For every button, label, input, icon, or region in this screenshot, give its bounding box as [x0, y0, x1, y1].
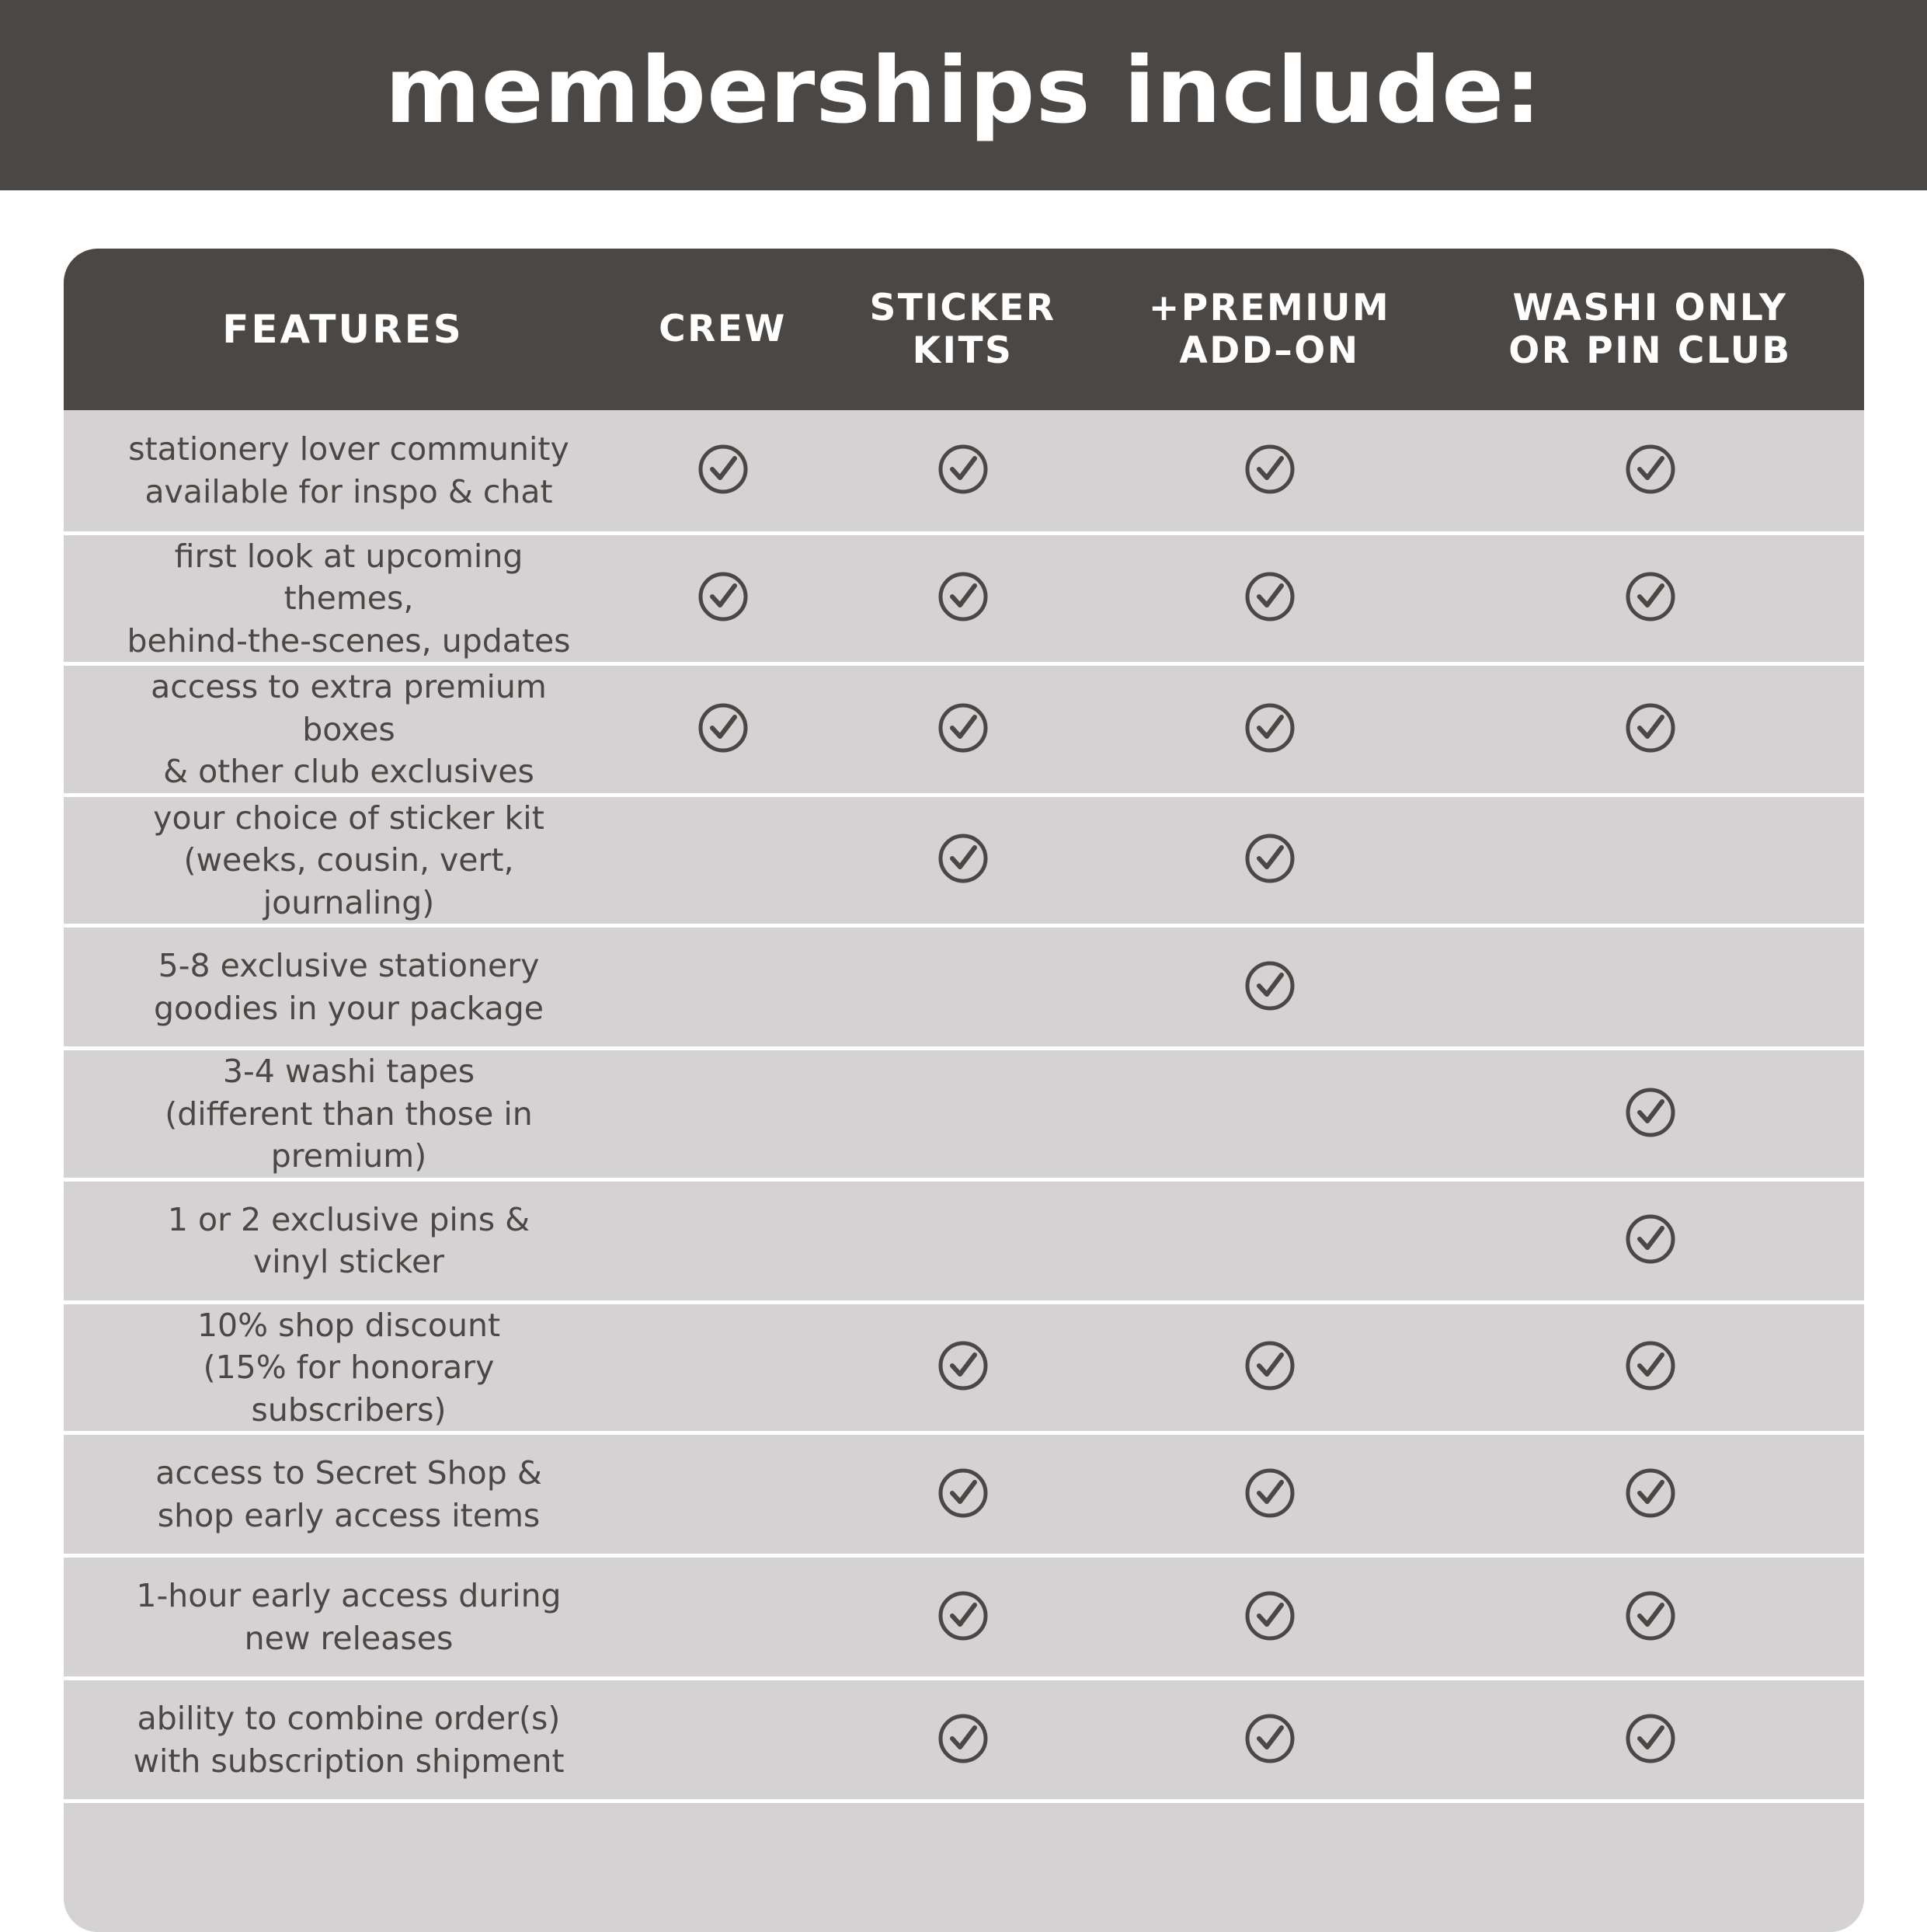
- check-circle-icon: [1244, 1590, 1296, 1641]
- table-row: [64, 410, 1864, 533]
- feature-label: 10% shop discount (15% for honorary subscribers): [64, 1302, 623, 1433]
- check-circle-icon: [697, 702, 749, 754]
- check-circle-icon: [1625, 702, 1676, 754]
- check-circle-icon: [1244, 571, 1296, 622]
- cell-washi-pin-club: [1437, 1433, 1864, 1556]
- cell-sticker-kits: [823, 1302, 1103, 1433]
- cell-premium-addon: [1103, 1679, 1437, 1801]
- column-header-sticker-kits: STICKER KITS: [823, 249, 1103, 410]
- cell-crew: [623, 795, 823, 926]
- feature-label: 1 or 2 exclusive pins & vinyl sticker: [64, 1179, 623, 1302]
- check-circle-icon: [937, 571, 989, 622]
- check-circle-icon: [1244, 960, 1296, 1011]
- cell-premium-addon: [1103, 795, 1437, 926]
- check-circle-icon: [937, 1713, 989, 1764]
- check-circle-icon: [1244, 444, 1296, 495]
- check-circle-icon: [1625, 571, 1676, 622]
- cell-sticker-kits: [823, 410, 1103, 533]
- cell-crew: [623, 1679, 823, 1801]
- check-circle-icon: [1625, 1467, 1676, 1519]
- table-header: [64, 249, 1864, 410]
- feature-label: 5-8 exclusive stationery goodies in your package: [64, 926, 623, 1049]
- cell-crew: [623, 1179, 823, 1302]
- cell-crew: [623, 1556, 823, 1679]
- table-row: [64, 926, 1864, 1049]
- table-body: [64, 410, 1864, 1932]
- cell-sticker-kits: [823, 1179, 1103, 1302]
- check-circle-icon: [937, 1590, 989, 1641]
- feature-label: 1-hour early access during new releases: [64, 1556, 623, 1679]
- feature-label: ability to combine order(s) with subscription shipment: [64, 1679, 623, 1801]
- column-header-washi-pin-club: WASHI ONLY OR PIN CLUB: [1437, 249, 1864, 410]
- cell-washi-pin-club: [1437, 1302, 1864, 1433]
- check-circle-icon: [697, 571, 749, 622]
- feature-label: your choice of sticker kit (weeks, cousin, vert, journaling): [64, 795, 623, 926]
- spacer-cell: [64, 1801, 1864, 1932]
- check-circle-icon: [1244, 833, 1296, 884]
- cell-crew: [623, 1302, 823, 1433]
- check-circle-icon: [1244, 702, 1296, 754]
- cell-crew: [623, 533, 823, 664]
- page-banner: [0, 0, 1927, 190]
- table-row: [64, 664, 1864, 795]
- cell-washi-pin-club: [1437, 926, 1864, 1049]
- check-circle-icon: [1244, 1713, 1296, 1764]
- cell-premium-addon: [1103, 1049, 1437, 1180]
- table-row: [64, 1679, 1864, 1801]
- check-circle-icon: [937, 1340, 989, 1391]
- cell-washi-pin-club: [1437, 533, 1864, 664]
- cell-sticker-kits: [823, 926, 1103, 1049]
- table-header-row: [64, 249, 1864, 410]
- cell-crew: [623, 1049, 823, 1180]
- cell-washi-pin-club: [1437, 1679, 1864, 1801]
- cell-premium-addon: [1103, 1179, 1437, 1302]
- check-circle-icon: [1625, 1340, 1676, 1391]
- column-header-features: FEATURES: [64, 249, 623, 410]
- cell-premium-addon: [1103, 926, 1437, 1049]
- check-circle-icon: [697, 444, 749, 495]
- check-circle-icon: [1625, 1087, 1676, 1138]
- column-header-crew: CREW: [623, 249, 823, 410]
- page-title: memberships include:: [384, 36, 1543, 144]
- check-circle-icon: [937, 444, 989, 495]
- table-row: [64, 1433, 1864, 1556]
- membership-comparison-table: [64, 249, 1864, 1932]
- cell-sticker-kits: [823, 1433, 1103, 1556]
- cell-sticker-kits: [823, 795, 1103, 926]
- cell-washi-pin-club: [1437, 1179, 1864, 1302]
- cell-crew: [623, 410, 823, 533]
- cell-washi-pin-club: [1437, 664, 1864, 795]
- check-circle-icon: [1244, 1467, 1296, 1519]
- check-circle-icon: [1244, 1340, 1296, 1391]
- cell-washi-pin-club: [1437, 410, 1864, 533]
- cell-premium-addon: [1103, 1556, 1437, 1679]
- check-circle-icon: [1625, 1713, 1676, 1764]
- cell-sticker-kits: [823, 1556, 1103, 1679]
- cell-crew: [623, 1433, 823, 1556]
- column-header-premium-addon: +PREMIUM ADD–ON: [1103, 249, 1437, 410]
- feature-label: access to Secret Shop & shop early access items: [64, 1433, 623, 1556]
- cell-sticker-kits: [823, 664, 1103, 795]
- feature-label: stationery lover community available for inspo & chat: [64, 410, 623, 533]
- check-circle-icon: [1625, 1590, 1676, 1641]
- table-row: [64, 795, 1864, 926]
- check-circle-icon: [937, 702, 989, 754]
- cell-sticker-kits: [823, 1049, 1103, 1180]
- table-row: [64, 1302, 1864, 1433]
- cell-premium-addon: [1103, 533, 1437, 664]
- table-row: [64, 1179, 1864, 1302]
- cell-premium-addon: [1103, 1302, 1437, 1433]
- table-row: [64, 1556, 1864, 1679]
- feature-label: first look at upcoming themes, behind-the-scenes, updates: [64, 533, 623, 664]
- cell-premium-addon: [1103, 410, 1437, 533]
- feature-label: 3-4 washi tapes (different than those in premium): [64, 1049, 623, 1180]
- check-circle-icon: [937, 833, 989, 884]
- cell-crew: [623, 664, 823, 795]
- check-circle-icon: [1625, 444, 1676, 495]
- cell-crew: [623, 926, 823, 1049]
- check-circle-icon: [1625, 1213, 1676, 1265]
- cell-washi-pin-club: [1437, 1049, 1864, 1180]
- cell-premium-addon: [1103, 664, 1437, 795]
- cell-washi-pin-club: [1437, 795, 1864, 926]
- table-row: [64, 1049, 1864, 1180]
- check-circle-icon: [937, 1467, 989, 1519]
- cell-sticker-kits: [823, 533, 1103, 664]
- table-bottom-spacer: [64, 1801, 1864, 1932]
- cell-sticker-kits: [823, 1679, 1103, 1801]
- feature-label: access to extra premium boxes & other club exclusives: [64, 664, 623, 795]
- comparison-table-container: [64, 249, 1864, 1932]
- cell-premium-addon: [1103, 1433, 1437, 1556]
- table-row: [64, 533, 1864, 664]
- cell-washi-pin-club: [1437, 1556, 1864, 1679]
